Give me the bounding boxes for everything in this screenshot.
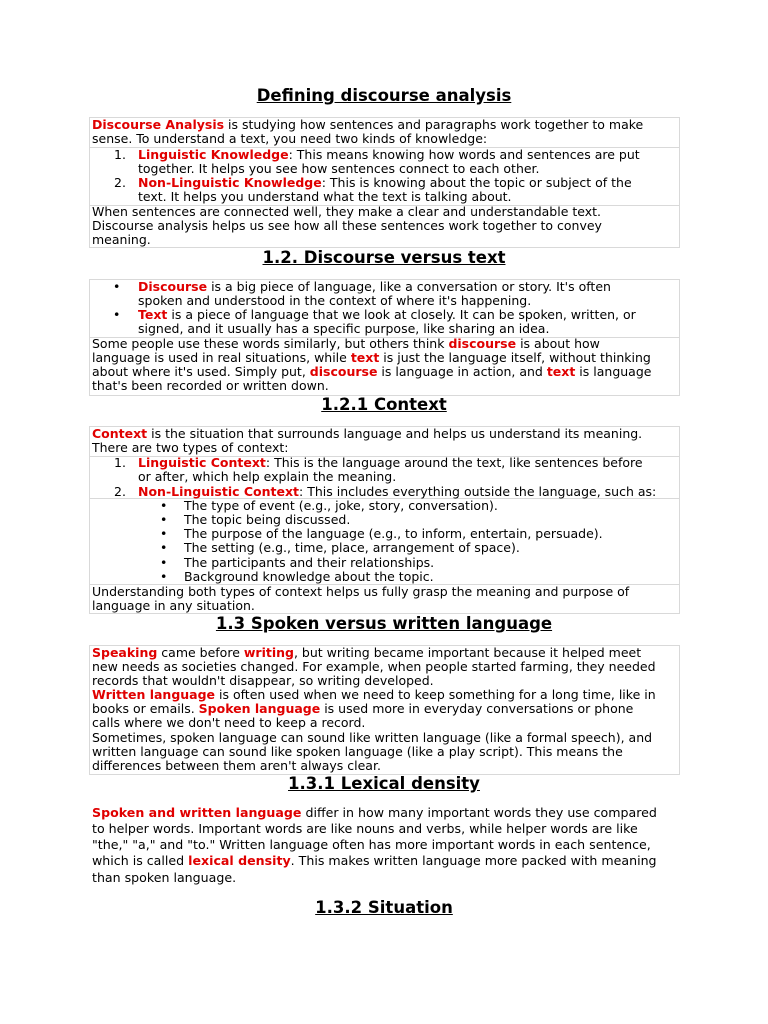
- list-number: 1.: [114, 455, 126, 470]
- sub-bullet-item: The participants and their relationships.: [184, 555, 435, 570]
- list-item-text: together. It helps you see how sentences connect to each other.: [138, 161, 540, 176]
- context-summary-line: Understanding both types of context helps us fully grasp the meaning and purpose of: [92, 584, 630, 599]
- list-item-non-linguistic-context: Non-Linguistic Context: This includes everything outside the language, such as:: [138, 484, 657, 499]
- context-definition-line: Context is the situation that surrounds language and helps us understand its meaning.: [92, 426, 643, 441]
- heading-discourse-versus-text: 1.2. Discourse versus text: [262, 248, 506, 267]
- spoken-written-line: books or emails. Spoken language is used more in everyday conversations or phone: [92, 701, 634, 716]
- bullet-icon: •: [160, 498, 168, 513]
- summary-line: Discourse analysis helps us see how all these sentences work together to convey: [92, 218, 602, 233]
- bullet-icon: •: [113, 307, 121, 322]
- comparison-line: that's been recorded or written down.: [92, 378, 329, 393]
- spoken-written-line: calls where we don't need to keep a record.: [92, 715, 366, 730]
- heading-context: 1.2.1 Context: [321, 395, 447, 414]
- heading-spoken-versus-written: 1.3 Spoken versus written language: [215, 614, 553, 633]
- heading-lexical-density: 1.3.1 Lexical density: [288, 774, 480, 793]
- definition-line: sense. To understand a text, you need two kinds of knowledge:: [92, 131, 488, 146]
- list-item-text: text. It helps you understand what the text is talking about.: [138, 189, 512, 204]
- list-item-linguistic-knowledge: Linguistic Knowledge: This means knowing how words and sentences are put: [138, 147, 640, 162]
- bullet-icon: •: [113, 279, 121, 294]
- spoken-written-line: Sometimes, spoken language can sound like written language (like a formal speech), and: [92, 730, 653, 745]
- term-context: Context: [92, 426, 148, 441]
- sub-bullet-item: The setting (e.g., time, place, arrangement of space).: [184, 540, 520, 555]
- comparison-line: about where it's used. Simply put, discourse is language in action, and text is language: [92, 364, 652, 379]
- spoken-written-line: Written language is often used when we need to keep something for a long time, like in: [92, 687, 656, 702]
- heading-situation: 1.3.2 Situation: [315, 898, 453, 917]
- comparison-line: language is used in real situations, while text is just the language itself, without thinking: [92, 350, 651, 365]
- list-item-linguistic-context: Linguistic Context: This is the language around the text, like sentences before: [138, 455, 643, 470]
- bullet-icon: •: [160, 555, 168, 570]
- spoken-written-line: new needs as societies changed. For example, when people started farming, they needed: [92, 659, 656, 674]
- list-item-text: or after, which help explain the meaning.: [138, 469, 397, 484]
- list-number: 2.: [114, 484, 126, 499]
- summary-line: When sentences are connected well, they make a clear and understandable text.: [92, 204, 602, 219]
- sub-bullet-item: Background knowledge about the topic.: [184, 569, 434, 584]
- context-definition-line: There are two types of context:: [92, 440, 289, 455]
- spoken-written-line: written language can sound like spoken language (like a play script). This means the: [92, 744, 623, 759]
- sub-bullet-item: The type of event (e.g., joke, story, conversation).: [184, 498, 498, 513]
- heading-defining-discourse-analysis: Defining discourse analysis: [256, 86, 512, 105]
- spoken-written-line: Speaking came before writing, but writing became important because it helped meet: [92, 645, 642, 660]
- spoken-written-line: records that wouldn't disappear, so writing developed.: [92, 673, 434, 688]
- comparison-line: Some people use these words similarly, but others think discourse is about how: [92, 336, 600, 351]
- summary-line: meaning.: [92, 232, 151, 247]
- bullet-icon: •: [160, 569, 168, 584]
- bullet-item-text: signed, and it usually has a specific purpose, like sharing an idea.: [138, 321, 550, 336]
- definition-line: Discourse Analysis is studying how sentences and paragraphs work together to make: [92, 117, 644, 132]
- sub-bullet-item: The topic being discussed.: [184, 512, 351, 527]
- bullet-icon: •: [160, 512, 168, 527]
- bullet-item-text: spoken and understood in the context of where it's happening.: [138, 293, 532, 308]
- term-discourse-analysis: Discourse Analysis: [92, 117, 225, 132]
- bullet-item-discourse: Discourse is a big piece of language, like a conversation or story. It's often: [138, 279, 611, 294]
- list-number: 1.: [114, 147, 126, 162]
- list-number: 2.: [114, 175, 126, 190]
- context-summary-line: language in any situation.: [92, 598, 255, 613]
- bullet-icon: •: [160, 540, 168, 555]
- list-item-non-linguistic-knowledge: Non-Linguistic Knowledge: This is knowing about the topic or subject of the: [138, 175, 632, 190]
- bullet-item-text-def: Text is a piece of language that we look at closely. It can be spoken, written, or: [138, 307, 636, 322]
- sub-bullet-item: The purpose of the language (e.g., to inform, entertain, persuade).: [184, 526, 603, 541]
- spoken-written-line: differences between them aren't always clear.: [92, 758, 381, 773]
- bullet-icon: •: [160, 526, 168, 541]
